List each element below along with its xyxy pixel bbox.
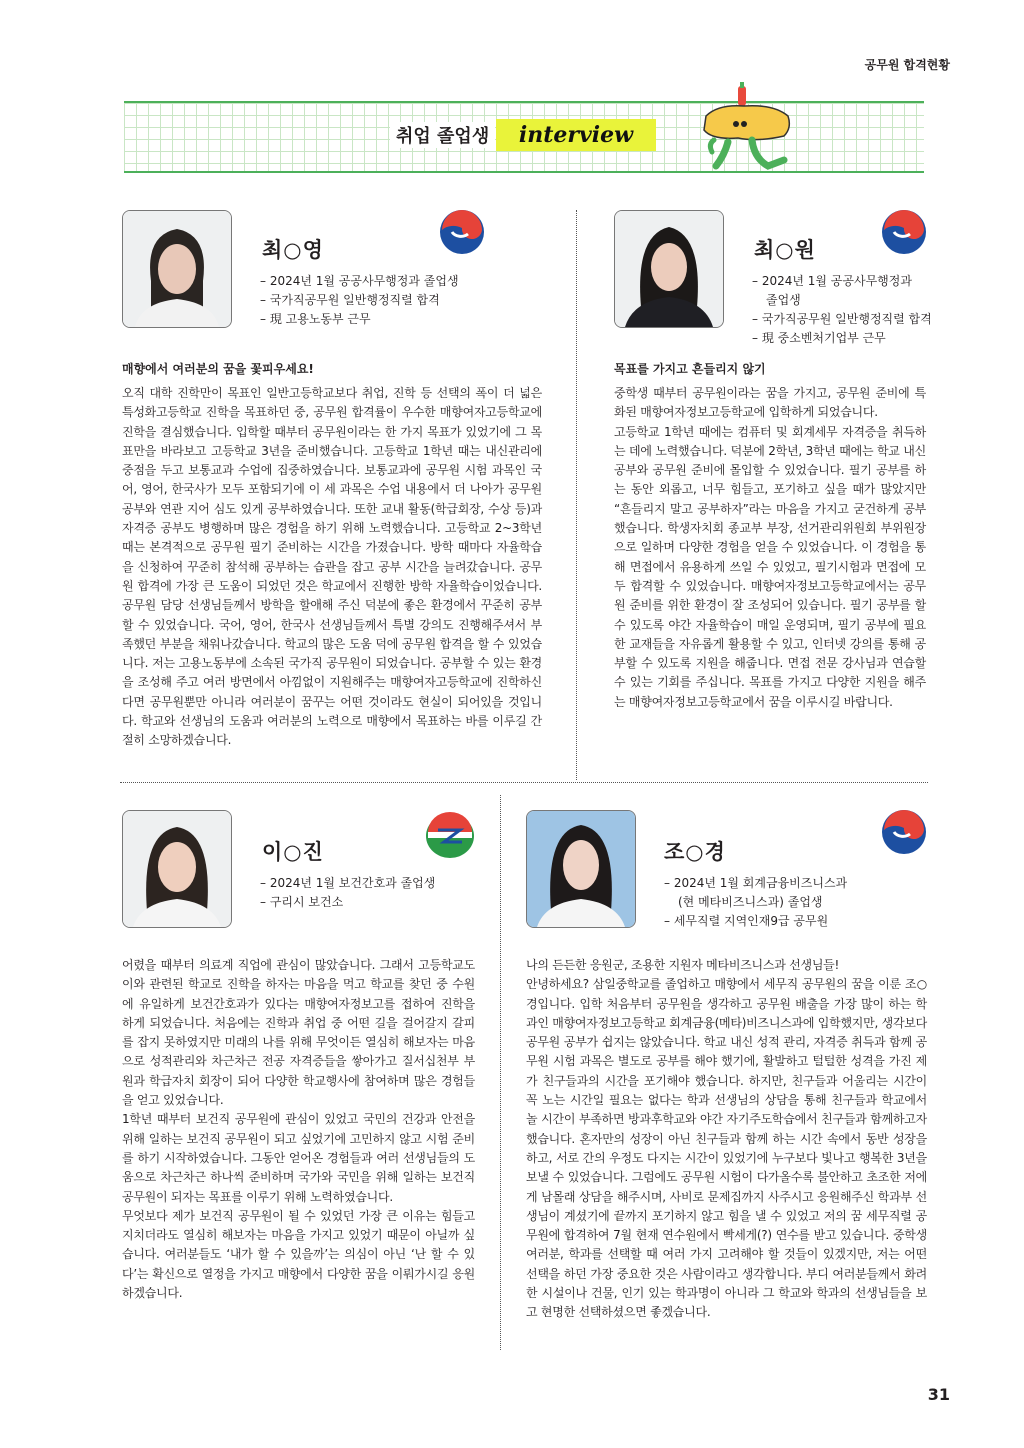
- profile-info: [752, 272, 932, 348]
- interview-body: [122, 956, 475, 1303]
- mascot-icon: [698, 82, 798, 174]
- info-line: – 2024년 1월 공공사무행정과 졸업생: [260, 274, 459, 288]
- info-line: – 2024년 1월 회계금융비즈니스과: [664, 876, 848, 890]
- info-line: (현 메타비즈니스과) 졸업생: [678, 895, 823, 909]
- body-paragraph: 나의 든든한 응원군, 조용한 지원자 메타비즈니스과 선생님들!: [526, 958, 840, 972]
- profile-info: [260, 874, 435, 912]
- person-name: 최○원: [754, 238, 816, 262]
- info-line: – 국가직공무원 일반행정직렬 합격: [752, 312, 932, 326]
- info-line: – 세무직렬 지역인재9급 공무원: [664, 914, 829, 928]
- banner-title: 취업 졸업생: [390, 122, 495, 148]
- interview-headline: 목표를 가지고 흔들리지 않기: [614, 362, 766, 376]
- info-line: – 국가직공무원 일반행정직렬 합격: [260, 293, 440, 307]
- info-line: – 2024년 1월 보건간호과 졸업생: [260, 876, 436, 890]
- body-paragraph: 1학년 때부터 보건직 공무원에 관심이 있었고 국민의 건강과 안전을 위해 일하는 보건직 공무원이 되고 싶었기에 고민하지 않고 시험 준비를 하기 시작하였습니다. 그동안 얻어온 경험들과 여러 선생님들의 도움으로 차근차근 하나씩 준비하며 국가와 국민을 위해 일하는 보건직 공무원이 되자는 목표를 이루기 위해 노력하였습니다.: [122, 1112, 475, 1204]
- body-paragraph: 안녕하세요? 삼일중학교를 졸업하고 매향에서 세무직 공무원의 꿈을 이룬 조○경입니다. 입학 처음부터 공무원을 생각하고 공무원 배출을 가장 많이 하는 학과인 매향여자정보고등학교 회계금융(메타)비즈니스과에 입학했지만, 생각보다 공무원 공부가 쉽지는 않았습니다. 학교 내신 성적 관리, 자격증 취득과 함께 공무원 시험 과목은 별도로 공부를 해야 했기에, 활발하고 털털한 성격을 가진 제가 친구들과의 시간을 포기해야 했습니다. 하지만, 친구들과 어울리는 시간이 꼭 노는 시간일 필요는 없다는 학과 선생님의 상담을 통해 친구들과 학교에서 놀 시간이 부족하면 방과후학교와 야간 자기주도학습에서 친구들과 함께하고자 했습니다. 혼자만의 성장이 아닌 친구들과 함께 하는 시간 속에서 동반 성장을 하고, 서로 간의 우정도 다지는 시간이 있었기에 누구보다 빛나고 행복한 3년을 보낼 수 있었습니다. 그럼에도 공무원 시험이 다가올수록 불안하고 초조한 저에게 남몰래 상담을 해주시며, 사비로 문제집까지 사주시고 응원해주신 학과부 선생님이 계셨기에 끝까지 포기하지 않고 힘을 낼 수 있었고 저의 꿈 세무직렬 공무원에 합격하여 7월 현재 연수원에서 빡세게(?) 연수를 받고 있습니다. 중학생 여러분, 학과를 선택할 때 여러 가지 고려해야 할 것들이 있겠지만, 저는 어떤 선택을 하던 가장 중요한 것은 사람이라고 생각합니다. 부디 여러분들께서 화려한 시설이나 건물, 인기 있는 학과명이 아니라 그 학교와 학과의 선생님들을 보고 현명한 선택하셨으면 좋겠습니다.: [526, 977, 927, 1320]
- person-name: 조○경: [664, 840, 726, 864]
- person-name: 최○영: [262, 238, 324, 262]
- row-divider: [120, 782, 928, 783]
- column-divider: [500, 795, 501, 1350]
- body-paragraph: 어렸을 때부터 의료계 직업에 관심이 많았습니다. 그래서 고등학교도 이와 관련된 학교로 진학을 하자는 마음을 먹고 학교를 찾던 중 수원에 유일하게 보건간호과가 있다는 매향여자정보고를 접하여 진학을 하게 되었습니다. 처음에는 진학과 취업 중 어떤 길을 걸어갈지 갈피를 잡지 못하였지만 미래의 나를 위해 무엇이든 열심히 해보자는 마음으로 성적관리와 차근차근 전공 자격증들을 쌓아가고 질서십천부 부원과 학급자치 회장이 되어 다양한 학교행사에 참여하며 많은 경험들을 얻고 있었습니다.: [122, 958, 475, 1108]
- city-emblem-icon: [424, 812, 476, 860]
- section-label: 공무원 합격현황: [864, 58, 950, 72]
- info-line: – 2024년 1월 공공사무행정과: [752, 274, 912, 288]
- profile-info: [664, 874, 847, 931]
- interview-body: [526, 956, 927, 1323]
- body-paragraph: 무엇보다 제가 보건직 공무원이 될 수 있었던 가장 큰 이유는 힘들고 지치더라도 열심히 해보자는 마음을 가지고 있었기 때문이 아닐까 싶습니다. 여러분들도 ‘내가 할 수 있을까’는 의심이 아닌 ‘난 할 수 있다’는 확신으로 열정을 가지고 매향에서 다양한 꿈을 이뤄가시길 응원하겠습니다.: [122, 1208, 475, 1301]
- government-emblem-icon: [880, 808, 928, 856]
- interview-body: [614, 384, 926, 712]
- body-paragraph: 고등학교 1학년 때에는 컴퓨터 및 회계세무 자격증을 취득하는 데에 노력했습니다. 덕분에 2학년, 3학년 때에는 학교 내신 공부와 공무원 준비에 몰입할 수 있었습니다. 필기 공부를 하는 동안 외롭고, 너무 힘들고, 포기하고 싶을 때가 많았지만 “흔들리지 말고 공부하자”라는 마음을 가지고 굳건하게 공부했습니다. 학생자치회 종교부 부장, 선거관리위원회 부위원장으로 일하며 다양한 경험을 얻을 수 있었습니다. 이 경험을 통해 면접에서 유용하게 쓰일 수 있었고, 필기시험과 면접에 모두 합격할 수 있었습니다. 매향여자정보고등학교에서는 공무원 준비를 위한 환경이 잘 조성되어 있습니다. 필기 공부를 할 수 있도록 야간 자율학습이 매일 운영되며, 필기 공부에 필요한 교재들을 자유롭게 활용할 수 있고, 인터넷 강의를 통해 공부할 수 있도록 지원을 해줍니다. 면접 전문 강사님과 연습할 수 있는 기회를 주십니다. 목표를 가지고 다양한 지원을 해주는 매향여자정보고등학교에서 꿈을 이루시길 바랍니다.: [614, 424, 926, 709]
- body-paragraph: 오직 대학 진학만이 목표인 일반고등학교보다 취업, 진학 등 선택의 폭이 더 넓은 특성화고등학교 진학을 목표하던 중, 공무원 합격률이 우수한 매향여자고등학교에 진학을 결심했습니다. 입학할 때부터 공무원이라는 한 가지 목표가 있었기에 그 목표만을 바라보고 고등학교 3년을 준비했습니다. 고등학교 1학년 때는 내신관리에 중점을 두고 보통교과 수업에 집중하였습니다. 보통교과에 공무원 시험 과목인 국어, 영어, 한국사가 모두 포함되기에 이 세 과목은 수업 내용에서 더 나아가 공무원 공부와 연관 지어 심도 있게 공부하였습니다. 또한 교내 활동(학급회장, 수상 등)과 자격증 공부도 병행하며 많은 경험을 하기 위해 노력했습니다. 고등학교 2~3학년 때는 본격적으로 공무원 필기 준비하는 시간을 가졌습니다. 방학 때마다 자율학습을 신청하여 꾸준히 참석해 공부하는 습관을 잡고 공부 시간을 늘려갔습니다. 공무원 합격에 가장 큰 도움이 되었던 것은 학교에서 진행한 방학 자율학습이었습니다. 공무원 담당 선생님들께서 방학을 할애해 주신 덕분에 좋은 환경에서 꾸준히 공부할 수 있었습니다. 국어, 영어, 한국사 선생님들께서 특별 강의도 진행해주셔서 부족했던 부분을 채워나갔습니다. 학교의 많은 도움 덕에 공무원 합격을 할 수 있었습니다. 저는 고용노동부에 소속된 국가직 공무원이 되었습니다. 공부할 수 있는 환경을 조성해 주고 여러 방면에서 아낌없이 지원해주는 매향여자고등학교에 진학하신다면 공무원뿐만 아니라 여러분이 꿈꾸는 어떤 것이라도 현실이 되어있을 것입니다. 학교와 선생님의 도움과 여러분의 노력으로 매향에서 목표하는 바를 이루길 간절히 소망하겠습니다.: [122, 386, 542, 748]
- government-emblem-icon: [880, 208, 928, 256]
- info-line: – 現 중소벤처기업부 근무: [752, 331, 886, 345]
- government-emblem-icon: [438, 208, 486, 256]
- info-line: 졸업생: [766, 293, 801, 307]
- banner-highlight: interview: [496, 119, 656, 151]
- info-line: – 現 고용노동부 근무: [260, 312, 371, 326]
- profile-info: [260, 272, 459, 329]
- portrait-photo: [526, 810, 636, 928]
- portrait-photo: [614, 210, 724, 328]
- body-paragraph: 중학생 때부터 공무원이라는 꿈을 가지고, 공무원 준비에 특화된 매향여자정보고등학교에 입학하게 되었습니다.: [614, 386, 926, 420]
- column-divider: [576, 210, 577, 780]
- portrait-photo: [122, 210, 232, 328]
- interview-body: [122, 384, 542, 751]
- portrait-photo: [122, 810, 232, 928]
- page-number: 31: [927, 1385, 950, 1404]
- info-line: – 구리시 보건소: [260, 895, 344, 909]
- interview-headline: 매향에서 여러분의 꿈을 꽃피우세요!: [122, 362, 314, 376]
- person-name: 이○진: [262, 840, 324, 864]
